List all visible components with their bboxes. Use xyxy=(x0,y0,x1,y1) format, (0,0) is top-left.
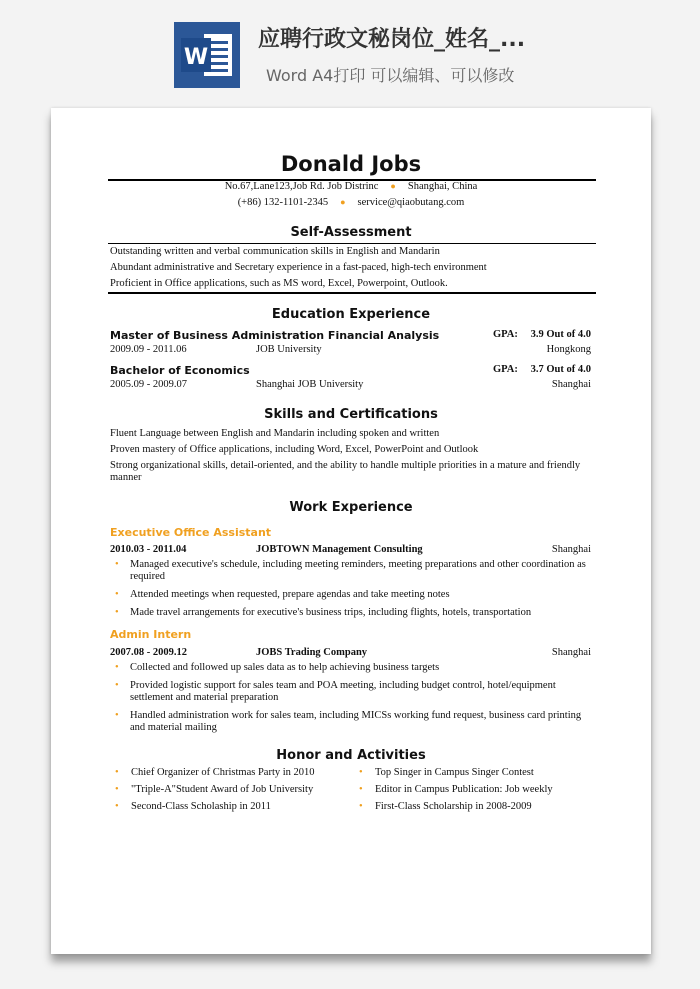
document-title: 应聘行政文秘岗位_姓名_... xyxy=(258,27,526,52)
school: Shanghai JOB University xyxy=(256,379,364,390)
section-skills: Skills and Certifications xyxy=(264,407,438,422)
list-item: • Second-Class Scholaship in 2011 xyxy=(115,801,315,818)
job-location: Shanghai xyxy=(551,647,591,658)
gpa-label: GPA: xyxy=(493,364,518,375)
divider xyxy=(108,243,596,244)
job-duties xyxy=(115,662,595,740)
resume-page xyxy=(51,108,651,954)
company: JOBTOWN Management Consulting xyxy=(256,544,423,555)
list-item: • Collected and followed up sales data as to help achieving business targets xyxy=(115,662,595,674)
degree: Master of Business Administration Financial Analysis xyxy=(110,329,440,342)
education-location: Hongkong xyxy=(546,344,591,355)
bullet-icon: ● xyxy=(340,197,346,207)
company: JOBS Trading Company xyxy=(256,647,368,658)
job-location: Shanghai xyxy=(551,544,591,555)
skills-line: manner xyxy=(110,472,142,483)
list-item: • Handled administration work for sales team, including MICSs working fund request, business card printing and material mailing xyxy=(115,710,595,734)
list-item: • Made travel arrangements for executive's business trips, including flights, hotels, transportation xyxy=(115,607,595,619)
list-item: • Chief Organizer of Christmas Party in 2010 xyxy=(115,767,315,784)
document-subtitle: Word A4打印 可以编辑、可以修改 xyxy=(266,66,515,85)
gpa-label: GPA: xyxy=(493,329,518,340)
degree: Bachelor of Economics xyxy=(110,364,250,377)
email: service@qiaobutang.com xyxy=(357,197,465,208)
list-item: • "Triple-A"Student Award of Job University xyxy=(115,784,315,801)
skills-line: Proven mastery of Office applications, including Word, Excel, PowerPoint and Outlook xyxy=(110,444,479,455)
job-title: Executive Office Assistant xyxy=(110,526,272,539)
header-banner xyxy=(0,0,700,100)
bullet-icon: ● xyxy=(390,181,396,191)
gpa-value: 3.9 Out of 4.0 xyxy=(530,329,591,340)
list-item: • Top Singer in Campus Singer Contest xyxy=(359,767,553,784)
resume-name: Donald Jobs xyxy=(280,152,422,176)
list-item: • Attended meetings when requested, prepare agendas and take meeting notes xyxy=(115,589,595,601)
self-assessment-line: Abundant administrative and Secretary experience in a fast-paced, high-tech environment xyxy=(110,262,487,273)
job-title: Admin Intern xyxy=(110,628,192,641)
svg-text:W: W xyxy=(183,45,209,70)
school: JOB University xyxy=(256,344,322,355)
phone: (+86) 132-1101-2345 xyxy=(237,197,329,208)
skills-line: Fluent Language between English and Mandarin including spoken and written xyxy=(110,428,440,439)
section-self-assessment: Self-Assessment xyxy=(290,225,412,240)
self-assessment-line: Proficient in Office applications, such as MS word, Excel, Powerpoint, Outlook. xyxy=(110,278,448,289)
honors-right xyxy=(359,767,553,818)
list-item: • Provided logistic support for sales team and POA meeting, including budget control, hotel/equipment settlement and material preparation xyxy=(115,680,595,704)
education-location: Shanghai xyxy=(551,379,591,390)
section-education: Education Experience xyxy=(271,307,431,322)
job-dates: 2007.08 - 2009.12 xyxy=(110,647,187,658)
divider xyxy=(108,292,596,294)
self-assessment-line: Outstanding written and verbal communication skills in English and Mandarin xyxy=(110,246,440,257)
honors-left xyxy=(115,767,315,818)
contact-line-2 xyxy=(51,197,651,208)
list-item: • Editor in Campus Publication: Job weekly xyxy=(359,784,553,801)
contact-line-1 xyxy=(51,181,651,192)
section-work: Work Experience xyxy=(289,500,413,515)
education-dates: 2009.09 - 2011.06 xyxy=(110,344,187,355)
gpa-value: 3.7 Out of 4.0 xyxy=(530,364,591,375)
job-duties xyxy=(115,559,595,625)
section-honors: Honor and Activities xyxy=(276,748,426,763)
education-dates: 2005.09 - 2009.07 xyxy=(110,379,187,390)
job-dates: 2010.03 - 2011.04 xyxy=(110,544,187,555)
address: No.67,Lane123,Job Rd. Job Distrinc xyxy=(224,181,379,192)
list-item: • First-Class Scholarship in 2008-2009 xyxy=(359,801,553,818)
skills-line: Strong organizational skills, detail-oriented, and the ability to handle multiple priorities in a mature and friendly xyxy=(110,460,581,471)
word-icon xyxy=(174,22,240,88)
list-item: • Managed executive's schedule, including meeting reminders, meeting preparations and other coordination as required xyxy=(115,559,595,583)
city: Shanghai, China xyxy=(407,181,478,192)
